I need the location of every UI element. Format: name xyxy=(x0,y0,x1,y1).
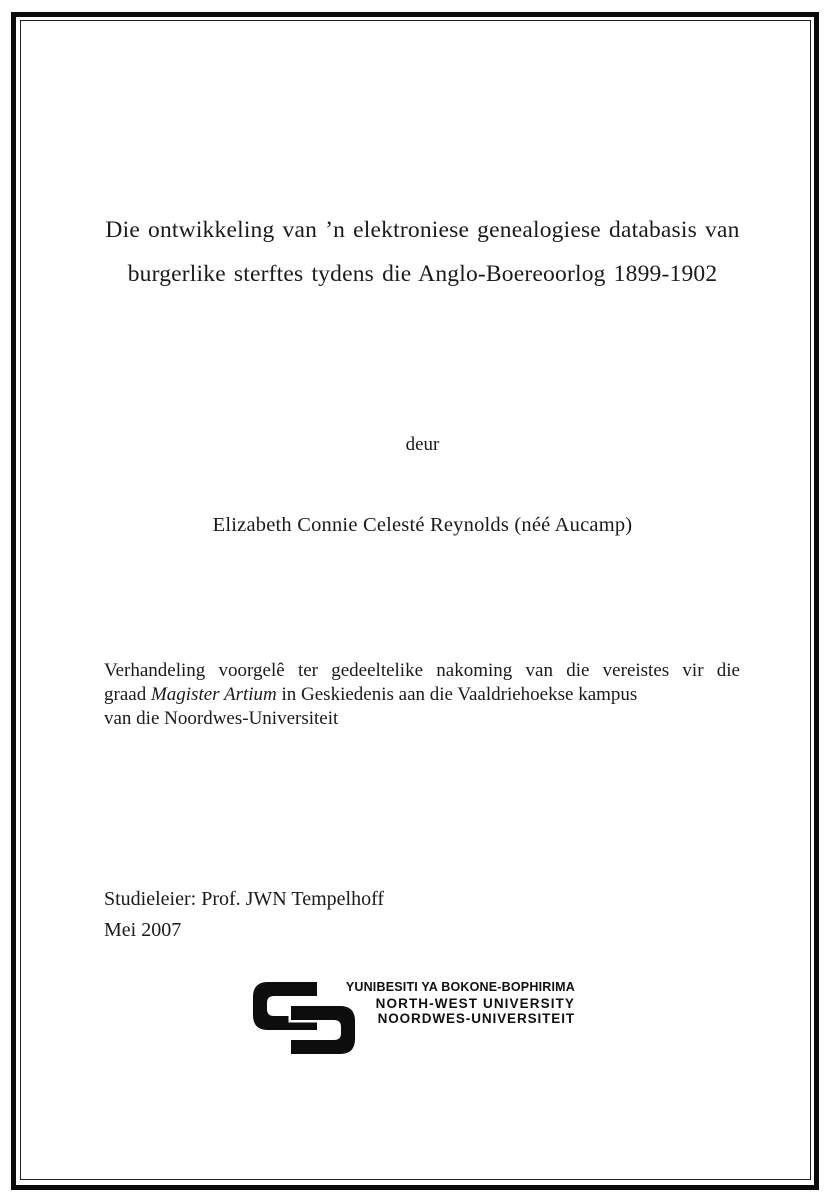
supervisor-line: Studieleier: Prof. JWN Tempelhoff xyxy=(104,888,385,910)
submission-line2-suffix: in Geskiedenis aan die Vaaldriehoekse kampus xyxy=(276,684,638,705)
degree-name-italic: Magister Artium xyxy=(150,684,277,705)
logo-line-english: NORTH-WEST UNIVERSITY xyxy=(375,995,575,1011)
logo-line-afrikaans: NOORDWES-UNIVERSITEIT xyxy=(377,1011,575,1026)
thesis-title-line1: Die ontwikkeling van ’n elektroniese genealogiese databasis van xyxy=(105,217,740,243)
logo-line-setswana: YUNIBESITI YA BOKONE-BOPHIRIMA xyxy=(345,980,575,994)
university-logo xyxy=(253,977,575,1057)
thesis-title-line2: burgerlike sterftes tydens die Anglo-Boereoorlog 1899-1902 xyxy=(127,261,718,287)
author-name: Elizabeth Connie Celesté Reynolds (néé Aucamp) xyxy=(212,514,633,536)
submission-statement xyxy=(104,659,740,731)
submission-line2 xyxy=(104,683,740,707)
thesis-title xyxy=(104,208,741,296)
page-content xyxy=(104,0,741,1200)
date-line: Mei 2007 xyxy=(104,919,182,941)
submission-line1: Verhandeling voorgelê ter gedeeltelike nakoming van die vereistes vir die xyxy=(104,660,740,681)
university-logo-text xyxy=(317,980,575,1027)
supervisor-block xyxy=(104,884,384,946)
submission-line3: van die Noordwes-Universiteit xyxy=(104,708,339,729)
byline-deur: deur xyxy=(405,434,440,455)
submission-line2-prefix: graad xyxy=(104,684,151,705)
